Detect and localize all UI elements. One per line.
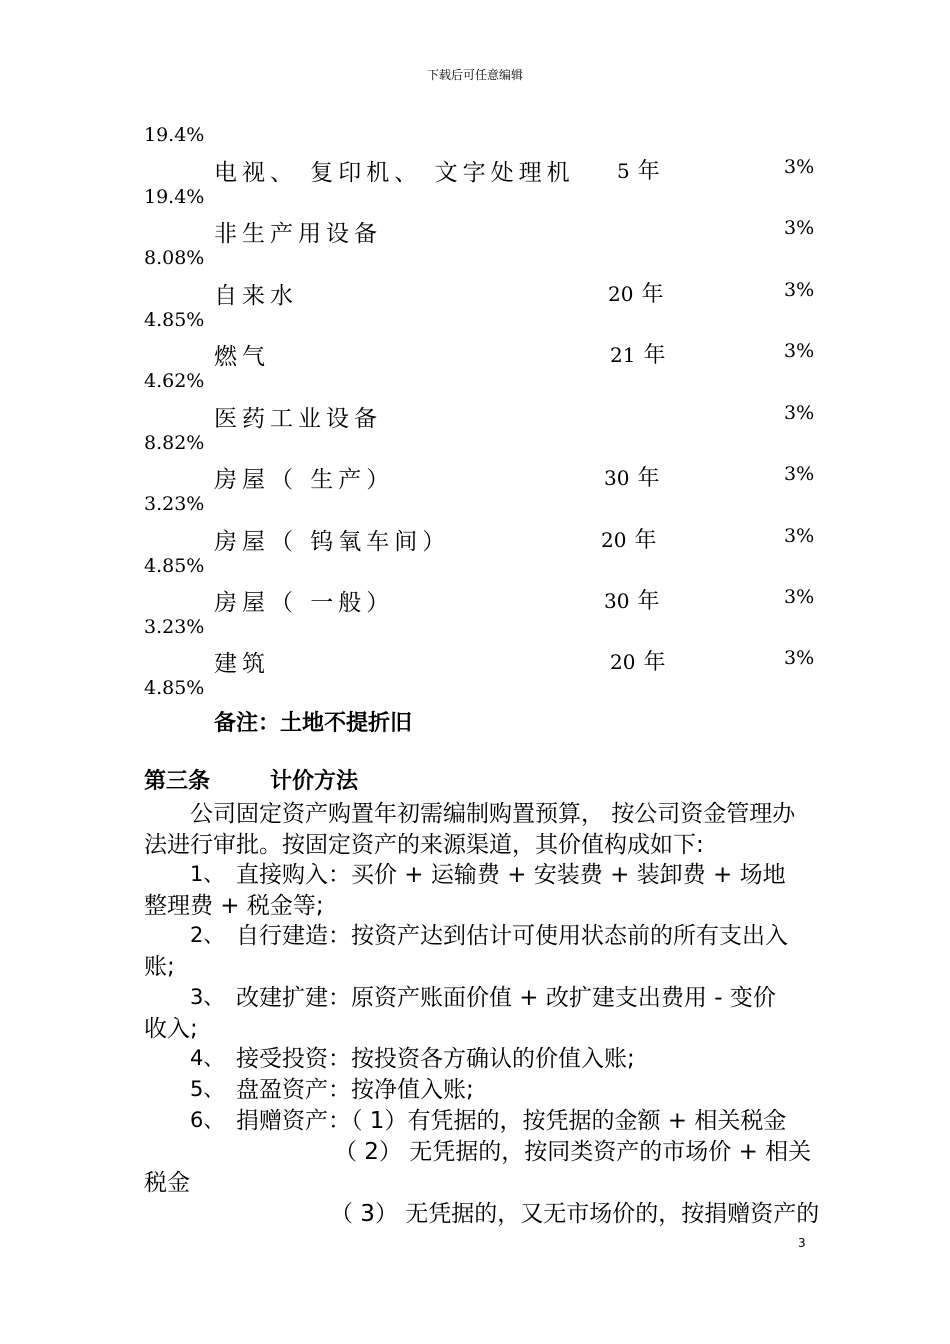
item-number: 4、 [190,1046,225,1070]
asset-name: 非生产用设备 [214,221,382,247]
useful-life [604,461,659,492]
donation-clause: （ 3） 无凭据的，又无市场价的，按捐赠资产的 [330,1201,820,1227]
item-number: 1、 [190,862,225,886]
item-text: 账; [144,954,175,980]
useful-life-unit: 年 [637,589,660,614]
page-number: 3 [798,1236,806,1250]
residual-rate: 3% [784,156,815,178]
item-text: 直接购入：买价 + 运输费 + 安装费 + 装卸费 + 场地 [236,862,786,888]
depreciation-rate: 4.85% [144,309,205,331]
page-header: 下载后可任意编辑 [426,68,523,82]
useful-life-unit: 年 [637,466,660,491]
useful-life-num: 20 [601,528,627,552]
intro-line: 公司固定资产购置年初需编制购置预算， 按公司资金管理办 [190,801,796,827]
asset-name: 建筑 [214,651,270,677]
useful-life-unit: 年 [643,650,666,675]
depreciation-rate: 8.08% [144,247,205,269]
item-text: 接受投资：按投资各方确认的价值入账; [236,1046,635,1072]
useful-life-unit: 年 [634,528,657,553]
item-number: 6、 [190,1108,225,1132]
asset-name: 房屋（ 一般） [214,590,395,616]
useful-life-unit: 年 [637,159,660,184]
useful-life-unit: 年 [641,282,664,307]
asset-name: 燃气 [214,344,270,370]
item-text: 收入; [144,1016,198,1042]
useful-life-num: 20 [608,282,634,306]
residual-rate: 3% [784,463,815,485]
useful-life-num: 30 [604,589,630,613]
asset-name: 自来水 [214,283,298,309]
asset-name: 房屋（ 生产） [214,467,395,493]
residual-rate: 3% [784,525,815,547]
item-text: 盘盈资产：按净值入账; [236,1077,474,1103]
donation-clause: 税金 [144,1170,190,1196]
useful-life-unit: 年 [643,343,666,368]
section-title: 计价方法 [270,769,359,794]
depreciation-rate: 4.85% [144,555,205,577]
note: 备注：土地不提折旧 [214,711,413,736]
useful-life [601,523,656,554]
depreciation-rate: 3.23% [144,616,205,638]
section-number: 第三条 [144,769,211,794]
asset-name: 房屋（ 钨氧车间） [214,529,451,555]
item-number: 3、 [190,985,225,1009]
asset-name: 电视、 复印机、 文字处理机 [214,160,575,186]
useful-life-num: 30 [604,466,630,490]
useful-life [604,584,659,615]
residual-rate: 3% [784,279,815,301]
item-text: 捐赠资产：（ 1）有凭据的，按凭据的金额 + 相关税金 [236,1108,787,1134]
residual-rate: 3% [784,586,815,608]
useful-life-num: 5 [617,159,630,183]
useful-life-num: 21 [610,343,636,367]
item-number: 2、 [190,923,225,947]
depreciation-rate: 3.23% [144,493,205,515]
residual-rate: 3% [784,217,815,239]
depreciation-rate: 8.82% [144,432,205,454]
intro-line: 法进行审批。按固定资产的来源渠道，其价值构成如下: [144,832,704,858]
asset-name: 医药工业设备 [214,406,382,432]
residual-rate: 3% [784,647,815,669]
useful-life [617,154,660,185]
item-text: 自行建造：按资产达到估计可使用状态前的所有支出入 [236,923,788,949]
depreciation-rate: 19.4% [144,124,205,146]
donation-clause: （ 2） 无凭据的，按同类资产的市场价 + 相关 [334,1139,812,1165]
useful-life [608,277,663,308]
useful-life [610,645,665,676]
useful-life-num: 20 [610,650,636,674]
item-number: 5、 [190,1077,225,1101]
depreciation-rate: 4.85% [144,677,205,699]
residual-rate: 3% [784,340,815,362]
depreciation-rate: 19.4% [144,186,205,208]
useful-life [610,338,665,369]
residual-rate: 3% [784,402,815,424]
depreciation-rate: 4.62% [144,370,205,392]
item-text: 改建扩建：原资产账面价值 + 改扩建支出费用 - 变价 [236,985,776,1011]
item-text: 整理费 + 税金等; [144,893,324,919]
